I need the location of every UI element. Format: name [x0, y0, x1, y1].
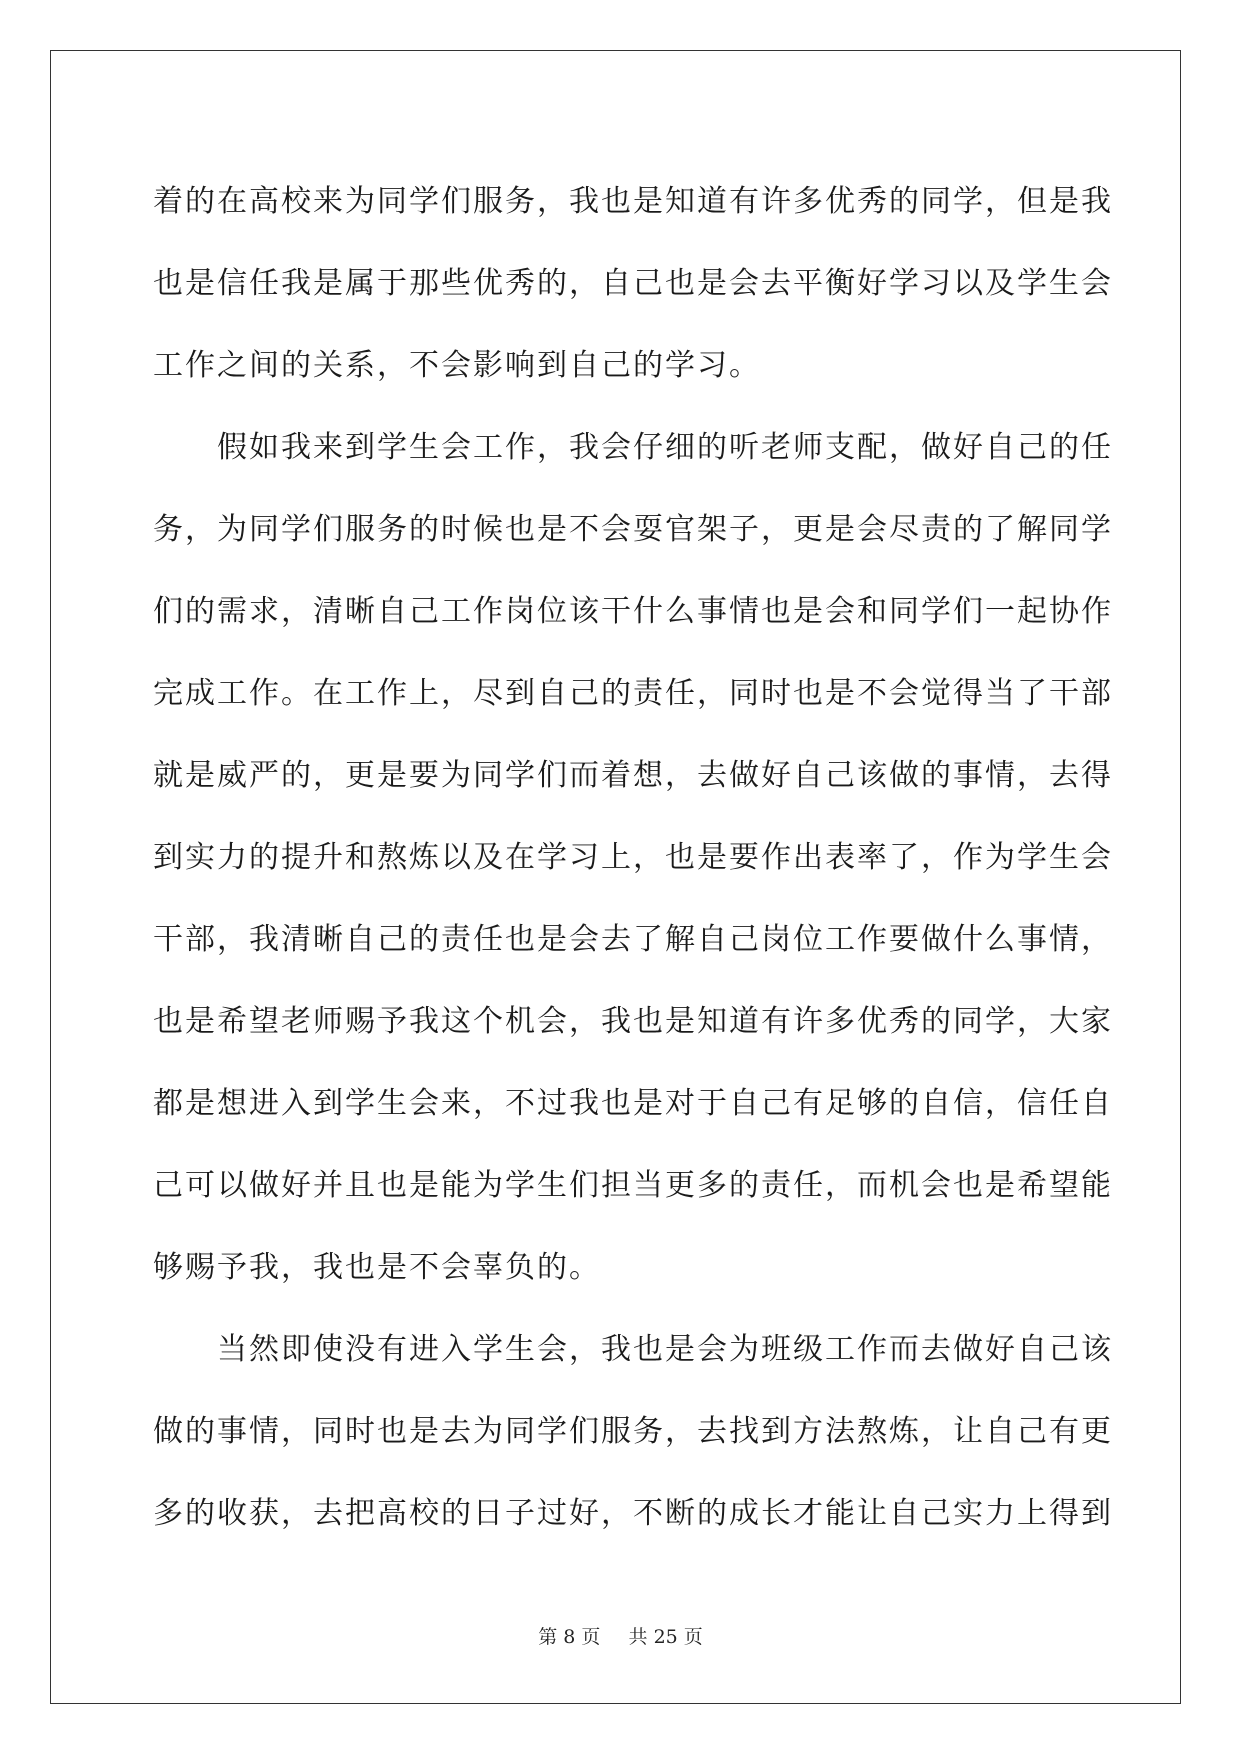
text-line: 们的需求，清晰自己工作岗位该干什么事情也是会和同学们一起协作 — [153, 594, 1113, 629]
page-footer — [0, 1622, 1241, 1649]
text-line: 够赐予我，我也是不会辜负的。 — [153, 1250, 601, 1285]
text-line: 到实力的提升和熬炼以及在学习上，也是要作出表率了，作为学生会 — [153, 840, 1113, 875]
total-page-count: 共 25 页 — [628, 1626, 703, 1648]
text-line: 也是信任我是属于那些优秀的，自己也是会去平衡好学习以及学生会 — [153, 266, 1113, 301]
text-line: 着的在高校来为同学们服务，我也是知道有许多优秀的同学，但是我 — [153, 184, 1113, 219]
current-page-number: 第 8 页 — [538, 1626, 601, 1648]
text-line: 假如我来到学生会工作，我会仔细的听老师支配，做好自己的任 — [153, 430, 1113, 465]
text-line: 也是希望老师赐予我这个机会，我也是知道有许多优秀的同学，大家 — [153, 1004, 1113, 1039]
text-line: 多的收获，去把高校的日子过好，不断的成长才能让自己实力上得到 — [153, 1496, 1113, 1531]
text-line: 做的事情，同时也是去为同学们服务，去找到方法熬炼，让自己有更 — [153, 1414, 1113, 1449]
text-line: 当然即使没有进入学生会，我也是会为班级工作而去做好自己该 — [153, 1332, 1113, 1367]
text-line: 务，为同学们服务的时候也是不会耍官架子，更是会尽责的了解同学 — [153, 512, 1113, 547]
document-body — [153, 161, 1113, 1555]
text-line: 干部，我清晰自己的责任也是会去了解自己岗位工作要做什么事情， — [153, 922, 1113, 957]
text-line: 都是想进入到学生会来，不过我也是对于自己有足够的自信，信任自 — [153, 1086, 1113, 1121]
text-line: 就是威严的，更是要为同学们而着想，去做好自己该做的事情，去得 — [153, 758, 1113, 793]
text-line: 工作之间的关系，不会影响到自己的学习。 — [153, 348, 761, 383]
text-line: 完成工作。在工作上，尽到自己的责任，同时也是不会觉得当了干部 — [153, 676, 1113, 711]
text-line: 己可以做好并且也是能为学生们担当更多的责任，而机会也是希望能 — [153, 1168, 1113, 1203]
